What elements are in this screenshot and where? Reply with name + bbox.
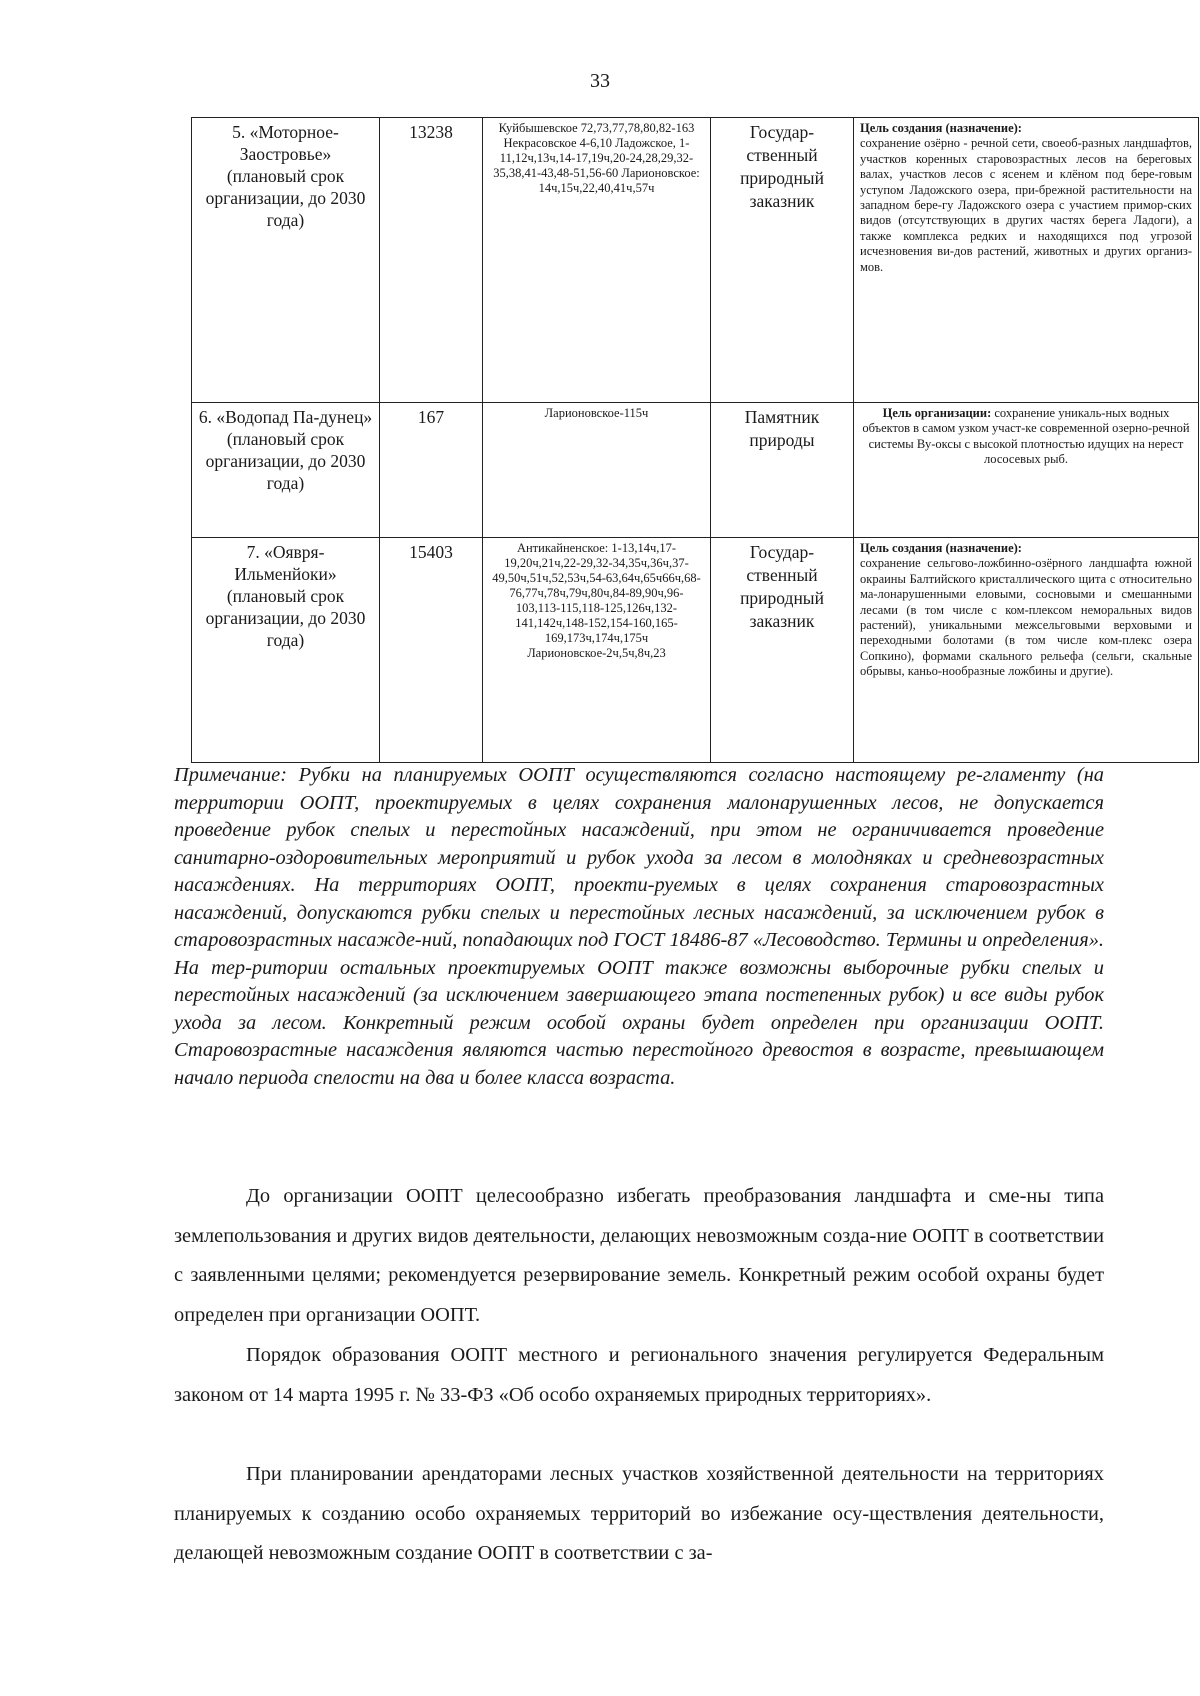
area-size-cell: 167	[380, 403, 483, 538]
body-paragraph: При планировании арендаторами лесных участков хозяйственной деятельности на территориях планируемых к созданию особо охраняемых территорий во избежание осу-ществления деятельности, делающей невозможным создание ООПТ в соответствии с за-	[174, 1463, 1104, 1565]
table-row	[192, 403, 1199, 538]
quarters-cell: Ларионовское-115ч	[483, 403, 711, 538]
area-size-cell: 13238	[380, 118, 483, 403]
category-cell: Государ-ственный природный заказник	[711, 118, 854, 403]
table-row	[192, 118, 1199, 403]
goal-text: сохранение уникаль-ных водных объектов в самом узком участ-ке современной озерно-речной системы Ву-оксы с высокой плотностью идущих на нерест лососевых рыб.	[862, 406, 1190, 467]
category-cell: Памятник природы	[711, 403, 854, 538]
goal-cell	[854, 538, 1199, 763]
goal-cell	[854, 118, 1199, 403]
table-note: Примечание: Рубки на планируемых ООПТ осуществляются согласно настоящему ре-гламенту (на территории ООПТ, проектируемых в целях сохранения малонарушенных лесов, не допускается проведение рубок спелых и перестойных насаждений, при этом не ограничивается проведение санитарно-оздоровительных мероприятий и рубок ухода за лесом в молодняках и средневозрастных насаждениях. На территориях ООПТ, проекти-руемых в целях сохранения старовозрастных насаждений, допускаются рубки спелых и перестойных лесных насаждений, за исключением рубок в старовозрастных насажде-ний, попадающих под ГОСТ 18486-87 «Лесоводство. Термины и определения». На тер-ритории остальных проектируемых ООПТ также возможны выборочные рубки спелых и перестойных насаждений (за исключением завершающего этапа постепенных рубок) и все виды рубок ухода за лесом. Конкретный режим особой охраны будет определен при организации ООПТ. Старовозрастные насаждения являются частью перестойного древостоя в возрасте, превышающем начало периода спелости на два и более класса возраста.	[174, 764, 1104, 1089]
goal-label: Цель организации:	[882, 406, 992, 420]
goal-label: Цель создания (назначение):	[860, 541, 1022, 555]
goal-text: сохранение сельгово-ложбинно-озёрного ландшафта южной окраины Балтийского кристаллического щита с относительно ма-лонарушенными еловыми, сосновыми и смешанными лесами (в том числе с ком-плексом неморальных видов растений), уникальными межсельговыми верховыми и переходными болотами (в том числе ком-плекс озера Сопкино), формами скального рельефа (сельги, скальные обрывы, каньо-нообразные ложбины и другие).	[860, 556, 1192, 679]
quarters-cell: Антикайненское: 1-13,14ч,17-19,20ч,21ч,22-29,32-34,35ч,36ч,37-49,50ч,51ч,52,53ч,54-63,64ч,65ч66ч,68-76,77ч,78ч,79ч,80ч,84-89,90ч,96-103,113-115,118-125,126ч,132-141,142ч,148-152,154-160,165-169,173ч,174ч,175ч Ларионовское-2ч,5ч,8ч,23	[483, 538, 711, 763]
body-paragraph: До организации ООПТ целесообразно избегать преобразования ландшафта и сме-ны типа землепользования и других видов деятельности, делающих невозможным созда-ние ООПТ в соответствии с заявленными целями; рекомендуется резервирование земель. Конкретный режим особой охраны будет определен при организации ООПТ.	[174, 1185, 1104, 1326]
protected-areas-table	[191, 117, 1199, 763]
goal-cell	[854, 403, 1199, 538]
area-size-cell: 15403	[380, 538, 483, 763]
category-cell: Государ-ственный природный заказник	[711, 538, 854, 763]
area-name-cell: 5. «Моторное-Заостровье» (плановый срок организации, до 2030 года)	[192, 118, 380, 403]
area-name-cell: 6. «Водопад Па-дунец» (плановый срок организации, до 2030 года)	[192, 403, 380, 538]
quarters-cell: Куйбышевское 72,73,77,78,80,82-163 Некрасовское 4-6,10 Ладожское, 1-11,12ч,13ч,14-17,19ч,20-24,28,29,32-35,38,41-43,48-51,56-60 Ларионовское: 14ч,15ч,22,40,41ч,57ч	[483, 118, 711, 403]
goal-label: Цель создания (назначение):	[860, 121, 1022, 135]
body-paragraph: Порядок образования ООПТ местного и регионального значения регулируется Федеральным законом от 14 марта 1995 г. № 33-ФЗ «Об особо охраняемых природных территориях».	[174, 1344, 1104, 1406]
goal-text: сохранение озёрно - речной сети, своеоб-разных ландшафтов, участков коренных старовозрастных лесов на береговых валах, участков лесов с ясенем и клёном под бере-говым уступом Ладожского озера, при-брежной растительности на западном бере-гу Ладожского озера с участием примор-ских видов (отсутствующих в других частях берега Ладоги), а также комплекса редких и находящихся под угрозой исчезновения ви-дов растений, животных и других организ-мов.	[860, 136, 1192, 274]
area-name-cell: 7. «Оявря-Ильменйоки» (плановый срок организации, до 2030 года)	[192, 538, 380, 763]
table-row	[192, 538, 1199, 763]
page-number: 33	[590, 70, 610, 92]
